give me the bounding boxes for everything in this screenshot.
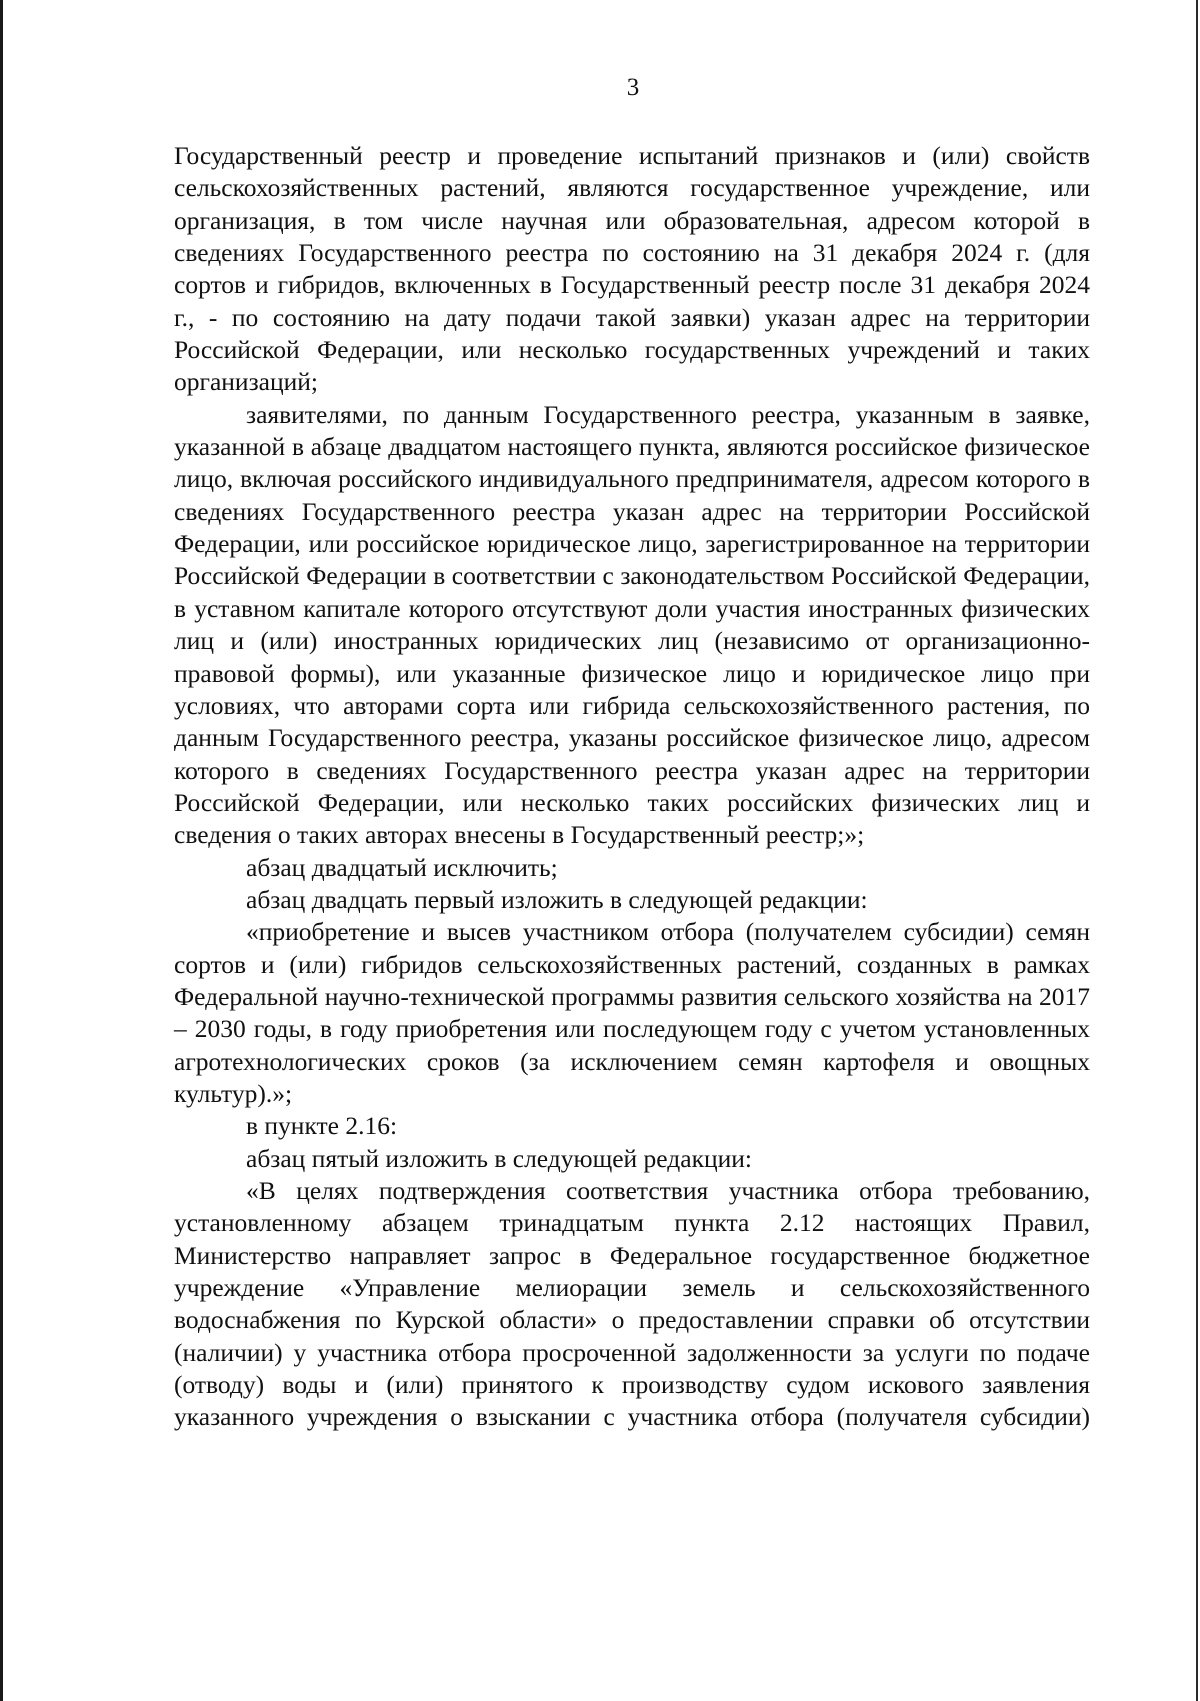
paragraph-compliance-request: «В целях подтверждения соответствия участника отбора требованию, установленному абзацем тринадцатым пункта 2.12 настоящих Правил, Министерство направляет запрос в Федеральное государственное бюджетное учреждение «Управление мелиорации земель и сельскохозяйственного водоснабжения по Курской области» о предоставлении справки об отсутствии (наличии) у участника отбора просроченной задолженности за услуги по подаче (отводу) воды и (или) принятого к производству судом искового заявления указанного учреждения о взыскании с участника отбора (получателя субсидии)	[174, 1176, 1090, 1432]
paragraph-seed-purchase: «приобретение и высев участником отбора (получателем субсидии) семян сортов и (или) гибридов сельскохозяйственных растений, созданных в рамках Федеральной научно-технической программы развития сельского хозяйства на 2017 – 2030 годы, в году приобретения или последующем году с учетом установленных агротехнологических сроков (за исключением семян картофеля и овощных культур).»;	[174, 917, 1090, 1108]
scan-edge-left	[0, 0, 3, 1701]
paragraph-twenty-first-intro: абзац двадцать первый изложить в следующей редакции:	[246, 884, 868, 914]
document-body	[174, 140, 1090, 1434]
paragraph-exclude-twentieth: абзац двадцатый исключить;	[246, 852, 558, 882]
scan-edge-right	[1196, 0, 1198, 1701]
paragraph-fifth-intro: абзац пятый изложить в следующей редакции:	[246, 1143, 752, 1173]
paragraph-point-2-16: в пункте 2.16:	[246, 1111, 398, 1141]
page-number: 3	[626, 74, 640, 101]
paragraph-applicants: заявителями, по данным Государственного реестра, указанным в заявке, указанной в абзаце двадцатом настоящего пункта, являются российское физическое лицо, включая российского индивидуального предпринимателя, адресом которого в сведениях Государственного реестра указан адрес на территории Российской Федерации, или российское юридическое лицо, зарегистрированное на территории Российской Федерации в соответствии с законодательством Российской Федерации, в уставном капитале которого отсутствуют доли участия иностранных физических лиц и (или) иностранных юридических лиц (независимо от организационно-правовой формы), или указанные физическое лицо и юридическое лицо при условиях, что авторами сорта или гибрида сельскохозяйственного растения, по данным Государственного реестра, указаны российское физическое лицо, адресом которого в сведениях Государственного реестра указан адрес на территории Российской Федерации, или несколько таких российских физических лиц и сведения о таких авторах внесены в Государственный реестр;»;	[174, 399, 1090, 850]
paragraph-continuation: Государственный реестр и проведение испытаний признаков и (или) свойств сельскохозяйственных растений, являются государственное учреждение, или организация, в том числе научная или образовательная, адресом которой в сведениях Государственного реестра по состоянию на 31 декабря 2024 г. (для сортов и гибридов, включенных в Государственный реестр после 31 декабря 2024 г., - по состоянию на дату подачи такой заявки) указан адрес на территории Российской Федерации, или несколько государственных учреждений и таких организаций;	[174, 141, 1090, 397]
